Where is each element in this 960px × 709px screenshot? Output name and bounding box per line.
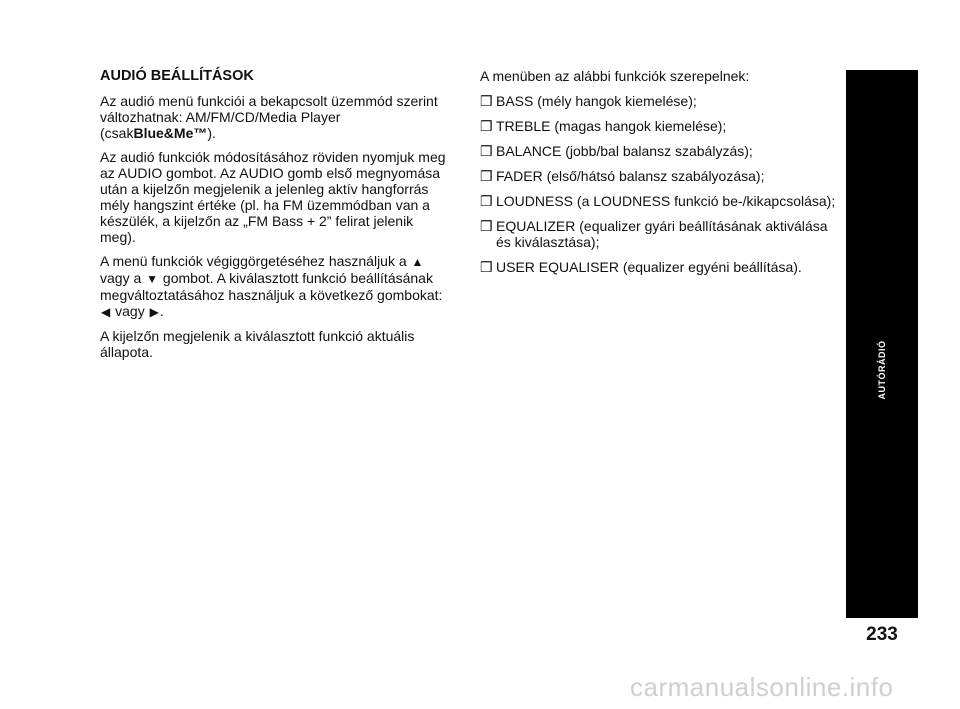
paragraph-modes (100, 93, 450, 141)
checkbox-bullet-icon: ❒ (480, 118, 493, 134)
arrow-right-icon: ▶ (149, 305, 159, 319)
paragraph-status: A kijelzőn megjelenik a kiválasztott funkció aktuális állapota. (100, 328, 415, 360)
paragraph-navigation (100, 253, 450, 320)
paragraph-modes-tail: ). (207, 125, 216, 141)
checkbox-bullet-icon: ❒ (480, 168, 493, 184)
list-item-text: USER EQUALISER (equalizer egyéni beállítása). (496, 259, 802, 275)
list-item (480, 168, 840, 184)
blueme-brand: Blue&Me™ (133, 125, 208, 141)
checkbox-bullet-icon: ❒ (480, 143, 493, 159)
chapter-tab (846, 70, 918, 618)
list-item (480, 93, 840, 109)
right-column (480, 68, 840, 284)
nav-text-a: A menü funkciók végiggörgetéséhez használjuk a (100, 253, 407, 269)
page-number: 233 (866, 624, 898, 645)
chapter-tab-label: AUTÓRÁDIÓ (877, 340, 887, 400)
list-item-text: FADER (első/hátsó balansz szabályozása); (496, 168, 765, 184)
left-column (100, 68, 450, 368)
list-item-text: BASS (mély hangok kiemelése); (496, 93, 697, 109)
list-item-text: LOUDNESS (a LOUDNESS funkció be-/kikapcsolása); (496, 193, 836, 209)
checkbox-bullet-icon: ❒ (480, 218, 493, 234)
checkbox-bullet-icon: ❒ (480, 259, 493, 275)
nav-text-c: gombot. A kiválasztott funkció beállításának megváltoztatásához használjuk a következő gombokat: (100, 270, 443, 303)
arrow-down-icon: ▼ (146, 272, 159, 286)
checkbox-bullet-icon: ❒ (480, 193, 493, 209)
nav-text-d: vagy (115, 303, 145, 319)
list-item-text: BALANCE (jobb/bal balansz szabályzás); (496, 143, 753, 159)
paragraph-audio-button: Az audió funkciók módosításához röviden nyomjuk meg az AUDIO gombot. Az AUDIO gomb első megnyomása után a kijelzőn megjelenik a jelenleg aktív hangforrás mély hangszint értéke (pl. ha FM üzemmódban van a készülék, a kijelzőn az „FM Bass + 2” felirat jelenik meg). (100, 149, 446, 245)
arrow-up-icon: ▲ (411, 255, 424, 269)
watermark: carmanualsonline.info (630, 672, 894, 702)
section-heading: AUDIÓ BEÁLLÍTÁSOK (100, 68, 254, 84)
list-item (480, 118, 840, 134)
list-item (480, 193, 840, 209)
paragraph-modes-text: Az audió menü funkciói a bekapcsolt üzemmód szerint változhatnak: AM/FM/CD/Media Player (csak (100, 93, 438, 141)
list-item-text: TREBLE (magas hangok kiemelése); (496, 118, 727, 134)
nav-text-e: . (159, 303, 164, 319)
function-list (480, 93, 840, 275)
list-item (480, 259, 840, 275)
checkbox-bullet-icon: ❒ (480, 93, 493, 109)
arrow-left-icon: ◀ (101, 305, 111, 319)
menu-intro: A menüben az alábbi funkciók szerepelnek: (480, 68, 750, 84)
list-item-text: EQUALIZER (equalizer gyári beállításának aktiválása és kiválasztása); (496, 218, 828, 250)
nav-text-b: vagy a (100, 270, 142, 286)
list-item (480, 143, 840, 159)
list-item (480, 218, 840, 250)
